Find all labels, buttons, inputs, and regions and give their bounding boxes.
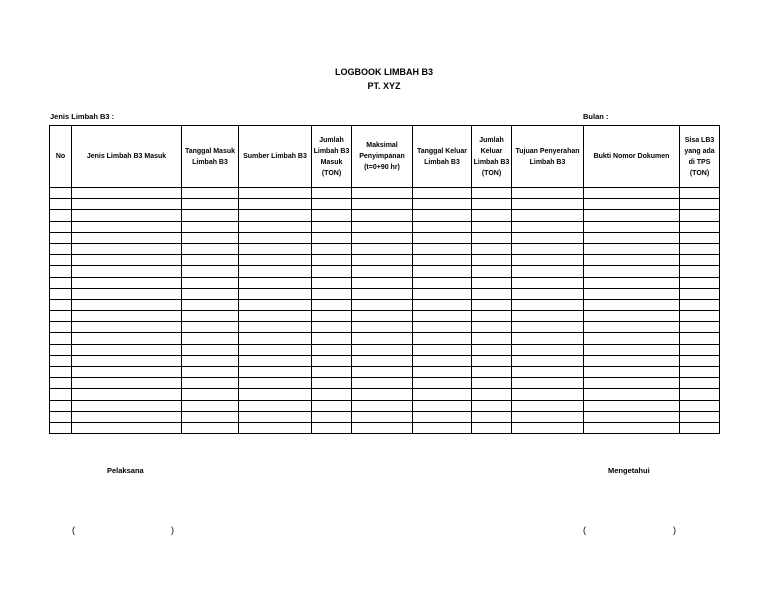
table-cell bbox=[472, 255, 512, 266]
header-tanggal-masuk: Tanggal Masuk Limbah B3 bbox=[182, 126, 239, 188]
table-cell bbox=[680, 333, 720, 344]
table-cell bbox=[352, 299, 413, 310]
table-cell bbox=[312, 232, 352, 243]
table-cell bbox=[312, 243, 352, 254]
table-cell bbox=[512, 400, 584, 411]
table-row bbox=[50, 199, 720, 210]
table-row bbox=[50, 255, 720, 266]
table-cell bbox=[472, 322, 512, 333]
table-cell bbox=[352, 389, 413, 400]
table-cell bbox=[584, 210, 680, 221]
table-cell bbox=[239, 221, 312, 232]
table-cell bbox=[182, 288, 239, 299]
table-cell bbox=[72, 243, 182, 254]
table-cell bbox=[312, 288, 352, 299]
table-cell bbox=[413, 277, 472, 288]
table-cell bbox=[472, 299, 512, 310]
table-cell bbox=[50, 199, 72, 210]
table-cell bbox=[584, 389, 680, 400]
table-cell bbox=[352, 266, 413, 277]
table-cell bbox=[512, 367, 584, 378]
table-cell bbox=[239, 210, 312, 221]
table-cell bbox=[413, 322, 472, 333]
table-row bbox=[50, 232, 720, 243]
table-cell bbox=[352, 188, 413, 199]
table-cell bbox=[239, 255, 312, 266]
table-cell bbox=[472, 378, 512, 389]
table-cell bbox=[312, 422, 352, 433]
table-cell bbox=[182, 188, 239, 199]
table-cell bbox=[312, 344, 352, 355]
header-tujuan-penyerahan: Tujuan Penyerahan Limbah B3 bbox=[512, 126, 584, 188]
table-cell bbox=[512, 422, 584, 433]
table-cell bbox=[472, 277, 512, 288]
right-signature-close-paren: ) bbox=[673, 525, 676, 535]
table-row bbox=[50, 277, 720, 288]
table-cell bbox=[680, 355, 720, 366]
table-cell bbox=[352, 344, 413, 355]
table-cell bbox=[472, 199, 512, 210]
table-cell bbox=[413, 333, 472, 344]
table-row bbox=[50, 355, 720, 366]
table-cell bbox=[50, 288, 72, 299]
table-cell bbox=[72, 288, 182, 299]
table-cell bbox=[680, 422, 720, 433]
table-row bbox=[50, 367, 720, 378]
table-cell bbox=[584, 188, 680, 199]
table-cell bbox=[72, 311, 182, 322]
table-cell bbox=[352, 243, 413, 254]
table-cell bbox=[352, 322, 413, 333]
company-name: PT. XYZ bbox=[367, 81, 401, 91]
table-cell bbox=[413, 411, 472, 422]
table-cell bbox=[50, 277, 72, 288]
pelaksana-label: Pelaksana bbox=[107, 466, 144, 475]
table-cell bbox=[312, 322, 352, 333]
table-cell bbox=[512, 322, 584, 333]
table-cell bbox=[512, 266, 584, 277]
table-cell bbox=[584, 411, 680, 422]
table-cell bbox=[72, 299, 182, 310]
table-cell bbox=[239, 389, 312, 400]
table-cell bbox=[182, 221, 239, 232]
table-cell bbox=[472, 367, 512, 378]
table-cell bbox=[239, 422, 312, 433]
table-cell bbox=[182, 378, 239, 389]
table-cell bbox=[182, 266, 239, 277]
table-cell bbox=[512, 333, 584, 344]
table-cell bbox=[72, 199, 182, 210]
table-cell bbox=[584, 221, 680, 232]
table-cell bbox=[472, 210, 512, 221]
table-cell bbox=[50, 411, 72, 422]
table-cell bbox=[352, 422, 413, 433]
table-cell bbox=[182, 400, 239, 411]
table-row bbox=[50, 344, 720, 355]
table-cell bbox=[72, 400, 182, 411]
table-cell bbox=[72, 422, 182, 433]
table-cell bbox=[239, 378, 312, 389]
table-cell bbox=[472, 221, 512, 232]
table-row bbox=[50, 389, 720, 400]
table-cell bbox=[584, 344, 680, 355]
table-cell bbox=[50, 232, 72, 243]
table-cell bbox=[50, 266, 72, 277]
table-cell bbox=[72, 232, 182, 243]
table-cell bbox=[50, 243, 72, 254]
left-signature-open-paren: ( bbox=[72, 525, 75, 535]
table-cell bbox=[239, 266, 312, 277]
left-signature-close-paren: ) bbox=[171, 525, 174, 535]
table-row bbox=[50, 333, 720, 344]
table-header-row bbox=[50, 126, 720, 188]
table-cell bbox=[413, 311, 472, 322]
header-sisa-lb3: Sisa LB3 yang ada di TPS (TON) bbox=[680, 126, 720, 188]
table-cell bbox=[239, 243, 312, 254]
table-cell bbox=[680, 199, 720, 210]
table-cell bbox=[182, 210, 239, 221]
table-cell bbox=[182, 232, 239, 243]
table-cell bbox=[512, 277, 584, 288]
table-cell bbox=[512, 411, 584, 422]
table-cell bbox=[413, 210, 472, 221]
table-row bbox=[50, 221, 720, 232]
table-cell bbox=[312, 333, 352, 344]
table-cell bbox=[413, 400, 472, 411]
table-cell bbox=[680, 322, 720, 333]
table-cell bbox=[50, 188, 72, 199]
header-maksimal-penyimpanan: Maksimal Penyimpanan (t=0+90 hr) bbox=[352, 126, 413, 188]
logbook-table bbox=[49, 125, 720, 434]
table-cell bbox=[472, 400, 512, 411]
table-cell bbox=[352, 311, 413, 322]
table-row bbox=[50, 266, 720, 277]
table-cell bbox=[352, 199, 413, 210]
table-row bbox=[50, 188, 720, 199]
table-cell bbox=[512, 378, 584, 389]
table-cell bbox=[680, 299, 720, 310]
table-cell bbox=[584, 311, 680, 322]
table-cell bbox=[312, 367, 352, 378]
table-cell bbox=[413, 422, 472, 433]
table-cell bbox=[312, 299, 352, 310]
table-cell bbox=[352, 367, 413, 378]
table-cell bbox=[239, 299, 312, 310]
table-row bbox=[50, 322, 720, 333]
table-cell bbox=[72, 322, 182, 333]
table-cell bbox=[472, 266, 512, 277]
table-cell bbox=[680, 232, 720, 243]
table-cell bbox=[584, 378, 680, 389]
table-row bbox=[50, 243, 720, 254]
table-cell bbox=[72, 367, 182, 378]
table-cell bbox=[182, 255, 239, 266]
table-cell bbox=[680, 400, 720, 411]
table-cell bbox=[72, 210, 182, 221]
table-cell bbox=[312, 355, 352, 366]
table-row bbox=[50, 378, 720, 389]
table-cell bbox=[512, 221, 584, 232]
table-cell bbox=[680, 288, 720, 299]
table-cell bbox=[182, 367, 239, 378]
table-cell bbox=[472, 355, 512, 366]
table-cell bbox=[50, 333, 72, 344]
table-cell bbox=[312, 411, 352, 422]
mengetahui-label: Mengetahui bbox=[608, 466, 650, 475]
table-cell bbox=[312, 255, 352, 266]
table-cell bbox=[239, 232, 312, 243]
table-cell bbox=[239, 288, 312, 299]
header-jumlah-keluar: Jumlah Keluar Limbah B3 (TON) bbox=[472, 126, 512, 188]
table-cell bbox=[680, 188, 720, 199]
table-cell bbox=[352, 333, 413, 344]
table-cell bbox=[584, 277, 680, 288]
table-cell bbox=[50, 422, 72, 433]
table-cell bbox=[312, 389, 352, 400]
table-cell bbox=[472, 411, 512, 422]
table-cell bbox=[312, 311, 352, 322]
table-cell bbox=[239, 311, 312, 322]
jenis-limbah-label: Jenis Limbah B3 : bbox=[50, 112, 115, 121]
table-cell bbox=[680, 367, 720, 378]
table-cell bbox=[680, 411, 720, 422]
table-row bbox=[50, 210, 720, 221]
table-cell bbox=[72, 344, 182, 355]
table-cell bbox=[312, 266, 352, 277]
table-cell bbox=[182, 344, 239, 355]
table-cell bbox=[50, 311, 72, 322]
table-cell bbox=[584, 232, 680, 243]
table-cell bbox=[512, 255, 584, 266]
table-cell bbox=[239, 333, 312, 344]
table-cell bbox=[239, 367, 312, 378]
table-cell bbox=[182, 199, 239, 210]
table-body bbox=[50, 188, 720, 434]
table-cell bbox=[50, 378, 72, 389]
table-cell bbox=[72, 221, 182, 232]
table-cell bbox=[239, 277, 312, 288]
table-cell bbox=[413, 255, 472, 266]
table-cell bbox=[182, 299, 239, 310]
table-cell bbox=[472, 188, 512, 199]
table-cell bbox=[352, 355, 413, 366]
table-cell bbox=[239, 400, 312, 411]
table-cell bbox=[512, 355, 584, 366]
table-cell bbox=[413, 232, 472, 243]
table-cell bbox=[50, 255, 72, 266]
table-cell bbox=[413, 389, 472, 400]
table-cell bbox=[680, 266, 720, 277]
table-cell bbox=[584, 367, 680, 378]
table-cell bbox=[72, 378, 182, 389]
table-cell bbox=[512, 232, 584, 243]
table-cell bbox=[512, 344, 584, 355]
table-cell bbox=[72, 411, 182, 422]
table-cell bbox=[72, 333, 182, 344]
table-cell bbox=[312, 210, 352, 221]
table-cell bbox=[680, 378, 720, 389]
table-cell bbox=[584, 243, 680, 254]
table-row bbox=[50, 311, 720, 322]
table-cell bbox=[512, 199, 584, 210]
header-tanggal-keluar: Tanggal Keluar Limbah B3 bbox=[413, 126, 472, 188]
table-cell bbox=[472, 422, 512, 433]
table-cell bbox=[512, 299, 584, 310]
table-cell bbox=[312, 378, 352, 389]
table-cell bbox=[584, 266, 680, 277]
table-cell bbox=[584, 400, 680, 411]
table-cell bbox=[680, 243, 720, 254]
table-cell bbox=[352, 411, 413, 422]
table-cell bbox=[413, 266, 472, 277]
table-cell bbox=[413, 344, 472, 355]
table-cell bbox=[512, 311, 584, 322]
table-row bbox=[50, 288, 720, 299]
table-cell bbox=[512, 210, 584, 221]
table-cell bbox=[680, 389, 720, 400]
table-cell bbox=[352, 232, 413, 243]
table-cell bbox=[50, 367, 72, 378]
table-cell bbox=[182, 389, 239, 400]
table-cell bbox=[680, 210, 720, 221]
table-cell bbox=[239, 199, 312, 210]
table-cell bbox=[680, 221, 720, 232]
header-bukti-dokumen: Bukti Nomor Dokumen bbox=[584, 126, 680, 188]
table-cell bbox=[584, 422, 680, 433]
table-cell bbox=[72, 355, 182, 366]
table-cell bbox=[352, 277, 413, 288]
table-cell bbox=[413, 355, 472, 366]
table-cell bbox=[182, 311, 239, 322]
table-cell bbox=[352, 255, 413, 266]
table-cell bbox=[584, 355, 680, 366]
table-cell bbox=[512, 288, 584, 299]
table-cell bbox=[413, 288, 472, 299]
table-cell bbox=[512, 389, 584, 400]
table-cell bbox=[72, 389, 182, 400]
table-cell bbox=[72, 255, 182, 266]
table-cell bbox=[512, 243, 584, 254]
table-cell bbox=[50, 322, 72, 333]
table-cell bbox=[584, 255, 680, 266]
header-jumlah-masuk: Jumlah Limbah B3 Masuk (TON) bbox=[312, 126, 352, 188]
table-cell bbox=[50, 344, 72, 355]
table-cell bbox=[352, 288, 413, 299]
table-cell bbox=[472, 243, 512, 254]
table-cell bbox=[239, 411, 312, 422]
table-cell bbox=[352, 221, 413, 232]
table-cell bbox=[413, 243, 472, 254]
table-cell bbox=[312, 199, 352, 210]
table-cell bbox=[512, 188, 584, 199]
table-cell bbox=[352, 378, 413, 389]
table-cell bbox=[50, 355, 72, 366]
table-cell bbox=[50, 221, 72, 232]
table-cell bbox=[239, 188, 312, 199]
table-cell bbox=[413, 299, 472, 310]
table-cell bbox=[413, 367, 472, 378]
table-cell bbox=[50, 210, 72, 221]
table-cell bbox=[584, 333, 680, 344]
table-row bbox=[50, 422, 720, 433]
table-cell bbox=[472, 288, 512, 299]
table-cell bbox=[312, 277, 352, 288]
bulan-label: Bulan : bbox=[583, 112, 609, 121]
table-cell bbox=[182, 333, 239, 344]
table-cell bbox=[680, 344, 720, 355]
table-cell bbox=[312, 400, 352, 411]
table-cell bbox=[72, 188, 182, 199]
table-row bbox=[50, 299, 720, 310]
table-cell bbox=[182, 243, 239, 254]
table-cell bbox=[472, 389, 512, 400]
header-jenis-limbah: Jenis Limbah B3 Masuk bbox=[72, 126, 182, 188]
table-cell bbox=[182, 322, 239, 333]
table-cell bbox=[680, 277, 720, 288]
table-cell bbox=[182, 355, 239, 366]
table-cell bbox=[50, 400, 72, 411]
table-cell bbox=[413, 378, 472, 389]
table-row bbox=[50, 400, 720, 411]
table-cell bbox=[584, 322, 680, 333]
header-sumber-limbah: Sumber Limbah B3 bbox=[239, 126, 312, 188]
table-cell bbox=[352, 210, 413, 221]
table-cell bbox=[182, 277, 239, 288]
table-cell bbox=[413, 221, 472, 232]
table-cell bbox=[239, 322, 312, 333]
table-cell bbox=[413, 188, 472, 199]
table-cell bbox=[72, 266, 182, 277]
table-cell bbox=[584, 299, 680, 310]
document-title: LOGBOOK LIMBAH B3 bbox=[335, 67, 433, 77]
table-cell bbox=[50, 389, 72, 400]
table-row bbox=[50, 411, 720, 422]
header-no: No bbox=[50, 126, 72, 188]
table-cell bbox=[584, 199, 680, 210]
table-cell bbox=[72, 277, 182, 288]
table-cell bbox=[182, 422, 239, 433]
table-cell bbox=[472, 232, 512, 243]
table-cell bbox=[352, 400, 413, 411]
table-cell bbox=[239, 355, 312, 366]
table-cell bbox=[50, 299, 72, 310]
table-cell bbox=[680, 255, 720, 266]
table-cell bbox=[312, 221, 352, 232]
table-cell bbox=[472, 333, 512, 344]
table-cell bbox=[312, 188, 352, 199]
table-cell bbox=[472, 311, 512, 322]
table-cell bbox=[680, 311, 720, 322]
table-cell bbox=[182, 411, 239, 422]
table-cell bbox=[413, 199, 472, 210]
table-cell bbox=[584, 288, 680, 299]
table-cell bbox=[472, 344, 512, 355]
right-signature-open-paren: ( bbox=[583, 525, 586, 535]
table-cell bbox=[239, 344, 312, 355]
